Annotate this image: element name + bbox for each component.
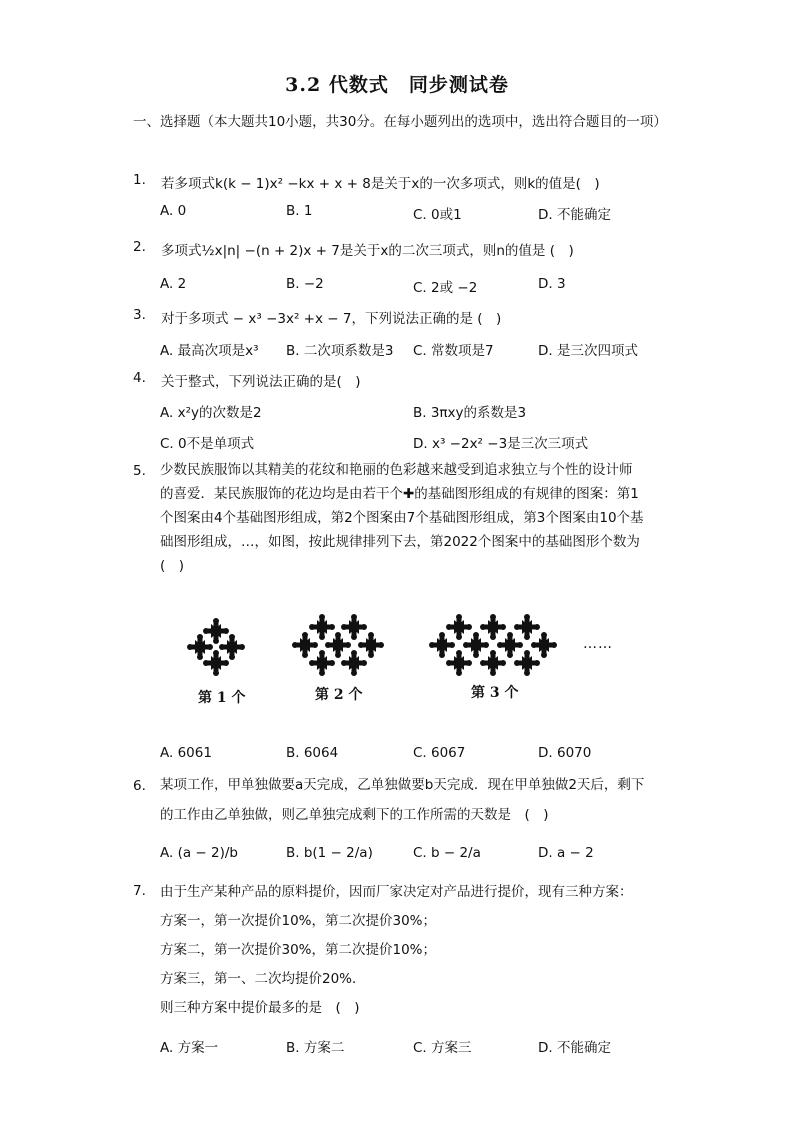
text-line: 由于生产某种产品的原料提价，因而厂家决定对产品进行提价，现有三种方案： (160, 884, 633, 900)
question-number: 2. (133, 239, 146, 255)
option-c: C. 2或 −2 (413, 280, 478, 296)
question-6-text (160, 773, 650, 827)
cross-shape (341, 614, 367, 640)
text-line: 方案一，第一次提价10%，第二次提价30%； (160, 913, 437, 929)
option-c: C. 6067 (413, 745, 466, 761)
question-5-text (160, 458, 650, 578)
question-text: 多项式½x|n| −(n + 2)x + 7是关于x的二次三项式，则n的值是 ( ) (161, 243, 574, 259)
question-number: 6. (133, 778, 146, 794)
text-line: 础图形组成，…，如图，按此规律排列下去，第2022个图案中的基础图形个数为 (160, 534, 640, 550)
cross-shape (480, 650, 506, 676)
question-text: 关于整式，下列说法正确的是( ) (161, 374, 361, 390)
question-text: 若多项式k(k − 1)x² −kx + x + 8是关于x的一次多项式，则k的值是( ) (161, 176, 600, 192)
option-d: D. x³ −2x² −3是三次三项式 (413, 436, 589, 452)
cross-shape (203, 650, 229, 676)
pattern-figure (0, 605, 794, 715)
cross-shape (309, 650, 335, 676)
figure-caption-2: 第 2 个 (315, 687, 363, 703)
text-line: 少数民族服饰以其精美的花纹和艳丽的色彩越来越受到追求独立与个性的设计师 (160, 462, 633, 478)
cross-shape (531, 632, 557, 658)
cross-shape (203, 618, 229, 644)
option-d: D. 6070 (538, 745, 592, 761)
option-d: D. 不能确定 (538, 1040, 611, 1056)
text-line: 则三种方案中提价最多的是 ( ) (160, 1000, 360, 1016)
option-b: B. 方案二 (286, 1040, 345, 1056)
text-line: 某项工作，甲单独做要a天完成，乙单独做要b天完成．现在甲单独做2天后，剩下 (160, 777, 645, 793)
option-c: C. b − 2/a (413, 845, 481, 861)
question-number: 7. (133, 883, 146, 899)
cross-shape (341, 650, 367, 676)
cross-shape (187, 634, 213, 660)
cross-shape (219, 634, 245, 660)
option-b: B. b(1 − 2/a) (286, 845, 373, 861)
question-number: 4. (133, 370, 146, 386)
option-a: A. (a − 2)/b (160, 845, 238, 861)
option-b: B. 二次项系数是3 (286, 343, 394, 359)
option-a: A. 0 (160, 203, 187, 219)
option-a: A. 6061 (160, 745, 212, 761)
cross-shape (514, 650, 540, 676)
option-d: D. 不能确定 (538, 207, 611, 223)
cross-shape (325, 632, 351, 658)
cross-shape (480, 614, 506, 640)
option-b: B. 3πxy的系数是3 (413, 405, 527, 421)
option-a: A. 2 (160, 276, 187, 292)
cross-shape (446, 650, 472, 676)
text-line: 方案三，第一、二次均提价20%． (160, 971, 366, 987)
cross-shape (292, 632, 318, 658)
question-7-text (160, 878, 650, 1023)
text-line: 方案二，第一次提价30%，第二次提价10%； (160, 942, 437, 958)
text-line: 的喜爱．某民族服饰的花边均是由若干个✚的基础图形组成的有规律的图案：第1 (160, 486, 639, 502)
option-c: C. 0不是单项式 (160, 436, 255, 452)
question-number: 3. (133, 307, 146, 323)
option-c: C. 常数项是7 (413, 343, 494, 359)
option-d: D. 3 (538, 276, 566, 292)
option-d: D. 是三次四项式 (538, 343, 638, 359)
text-line: 的工作由乙单独做，则乙单独完成剩下的工作所需的天数是 ( ) (160, 807, 549, 823)
cross-shape (514, 614, 540, 640)
cross-shape (446, 614, 472, 640)
page-title: 3.2 代数式 同步测试卷 (285, 74, 509, 96)
question-text: 对于多项式 − x³ −3x² +x − 7，下列说法正确的是 ( ) (161, 311, 502, 327)
ellipsis: …… (583, 636, 613, 652)
text-line: ( ) (160, 558, 185, 574)
section-heading: 一、选择题（本大题共10小题，共30分。在每小题列出的选项中，选出符合题目的一项） (133, 114, 667, 130)
figure-caption-3: 第 3 个 (471, 685, 519, 701)
option-b: B. 6064 (286, 745, 339, 761)
cross-shape (309, 614, 335, 640)
option-a: A. x²y的次数是2 (160, 405, 262, 421)
figure-caption-1: 第 1 个 (198, 690, 246, 706)
option-b: B. 1 (286, 203, 313, 219)
cross-shape (463, 632, 489, 658)
cross-shape (497, 632, 523, 658)
cross-shape (429, 632, 455, 658)
option-d: D. a − 2 (538, 845, 594, 861)
option-a: A. 方案一 (160, 1040, 219, 1056)
question-number: 5. (133, 463, 146, 479)
text-line: 个图案由4个基础图形组成，第2个图案由7个基础图形组成，第3个图案由10个基 (160, 510, 644, 526)
question-number: 1. (133, 172, 146, 188)
cross-shape (358, 632, 384, 658)
option-c: C. 方案三 (413, 1040, 472, 1056)
option-b: B. −2 (286, 276, 324, 292)
option-a: A. 最高次项是x³ (160, 343, 259, 359)
option-c: C. 0或1 (413, 207, 462, 223)
